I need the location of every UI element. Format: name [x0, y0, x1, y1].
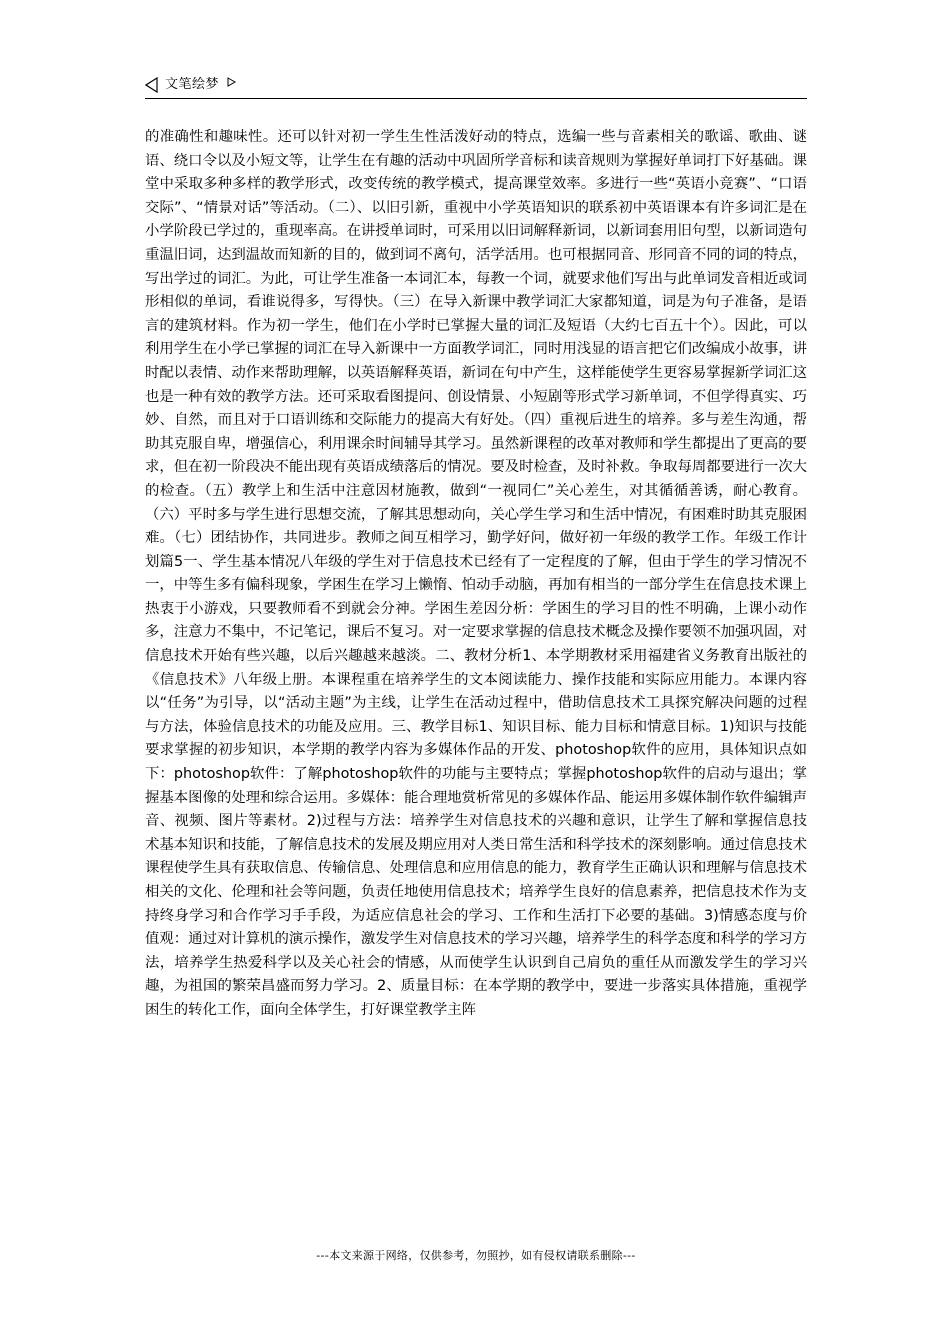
page-footer: ---本文来源于网络，仅供参考，勿照抄，如有侵权请联系删除---	[316, 1249, 636, 1262]
header-brand-group	[145, 76, 236, 94]
body-paragraph: 的准确性和趣味性。还可以针对初一学生生性活泼好动的特点，选编一些与音素相关的歌谣、歌曲、谜语、绕口令以及小短文等，让学生在有趣的活动中巩固所学音标和读音规则为掌握好单词打下好基础。课堂中采取多种多样的教学形式，改变传统的教学模式，提高课堂效率。多进行一些“英语小竞赛”、“口语交际”、“情景对话”等活动。（二）、以旧引新，重视中小学英语知识的联系初中英语课本有许多词汇是在小学阶段已学过的，重现率高。在讲授单词时，可采用以旧词解释新词，以新词套用旧句型，以新词造句重温旧词，达到温故而知新的目的，做到词不离句，活学活用。也可根据同音、形同音不同的词的特点，写出学过的词汇。为此，可让学生准备一本词汇本，每教一个词，就要求他们写出与此单词发音相近或词形相似的单词，看谁说得多，写得快。（三）在导入新课中教学词汇大家都知道，词是为句子准备，是语言的建筑材料。作为初一学生，他们在小学时已掌握大量的词汇及短语（大约七百五十个）。因此，可以利用学生在小学已掌握的词汇在导入新课中一方面教学词汇，同时用浅显的语言把它们改编成小故事，讲时配以表情、动作来帮助理解，以英语解释英语，新词在句中产生，这样能使学生更容易掌握新学词汇这也是一种有效的教学方法。还可采取看图提问、创设情景、小短剧等形式学习新单词，不但学得真实、巧妙、自然，而且对于口语训练和交际能力的提高大有好处。（四）重视后进生的培养。多与差生沟通，帮助其克服自卑，增强信心，利用课余时间辅导其学习。虽然新课程的改革对教师和学生都提出了更高的要求，但在初一阶段决不能出现有英语成绩落后的情况。要及时检查，及时补救。争取每周都要进行一次大的检查。（五）教学上和生活中注意因材施教，做到“一视同仁”关心差生，对其循循善诱，耐心教育。（六）平时多与学生进行思想交流，了解其思想动向，关心学生学习和生活中情况，有困难时助其克服困难。（七）团结协作，共同进步。教师之间互相学习，勤学好问，做好初一年级的教学工作。年级工作计划篇5一、学生基本情况八年级的学生对于信息技术已经有了一定程度的了解，但由于学生的学习情况不一，中等生多有偏科现象，学困生在学习上懒惰、怕动手动脑，再加有相当的一部分学生在信息技术课上热衷于小游戏，只要教师看不到就会分神。学困生差因分析：学困生的学习目的性不明确，上课小动作多，注意力不集中，不记笔记，课后不复习。对一定要求掌握的信息技术概念及操作要领不加强巩固，对信息技术开始有些兴趣，以后兴趣越来越淡。二、教材分析1、本学期教材采用福建省义务教育出版社的《信息技术》八年级上册。本课程重在培养学生的文本阅读能力、操作技能和实际应用能力。本课内容以“任务”为引导，以“活动主题”为主线，让学生在活动过程中，借助信息技术工具探究解决问题的过程与方法，体验信息技术的功能及应用。三、教学目标1、知识目标、能力目标和情意目标。1)知识与技能要求掌握的初步知识，本学期的教学内容为多媒体作品的开发、photoshop软件的应用，具体知识点如下：photoshop软件：了解photoshop软件的功能与主要特点；掌握photoshop软件的启动与退出；掌握基本图像的处理和综合运用。多媒体：能合理地赏析常见的多媒体作品、能运用多媒体制作软件编辑声音、视频、图片等素材。2)过程与方法：培养学生对信息技术的兴趣和意识，让学生了解和掌握信息技术基本知识和技能，了解信息技术的发展及期应用对人类日常生活和科学技术的深刻影响。通过信息技术课程使学生具有获取信息、传输信息、处理信息和应用信息的能力，教育学生正确认识和理解与信息技术相关的文化、伦理和社会等问题，负责任地使用信息技术；培养学生良好的信息素养，把信息技术作为支持终身学习和合作学习手手段，为适应信息社会的学习、工作和生活打下必要的基础。3)情感态度与价值观：通过对计算机的演示操作，激发学生对信息技术的学习兴趣，培养学生的科学态度和科学的学习方法，培养学生热爱科学以及关心社会的情感，从而使学生认识到自己肩负的重任从而激发学生的学习兴趣，为祖国的繁荣昌盛而努力学习。2、质量目标：在本学期的教学中，要进一步落实具体措施，重视学困生的转化工作，面向全体学生，打好课堂教学主阵	[145, 129, 807, 1018]
triangle-right-outline-icon	[227, 77, 236, 87]
page-header	[145, 74, 807, 99]
brand-name: 文笔绘梦	[165, 77, 220, 92]
triangle-left-outline-icon	[145, 77, 158, 93]
